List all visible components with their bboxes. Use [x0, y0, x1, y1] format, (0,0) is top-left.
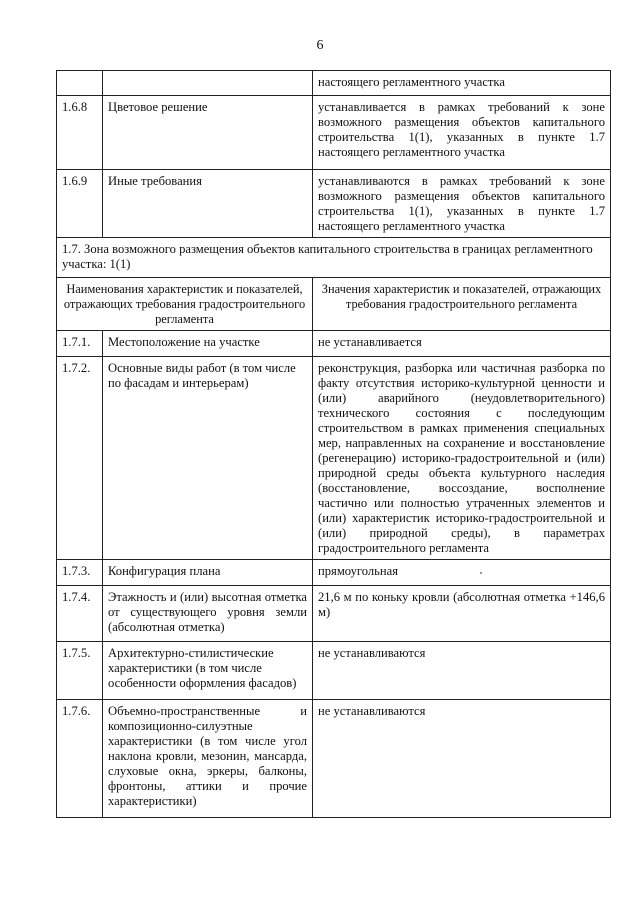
row-value: настоящего регламентного участка: [313, 71, 611, 96]
section-title: 1.7. Зона возможного размещения объектов капитального строительства в границах регламентного участка: 1(1): [57, 238, 611, 278]
row-name: Цветовое решение: [103, 96, 313, 170]
row-number: 1.7.2.: [57, 357, 103, 560]
row-name: Основные виды работ (в том числе по фасадам и интерьерам): [103, 357, 313, 560]
row-value: не устанавливаются: [313, 700, 611, 818]
header-values: Значения характеристик и показателей, отражающих требования градостроительного регламента: [313, 278, 611, 331]
table-row: [57, 700, 611, 818]
header-names: Наименования характеристик и показателей, отражающих требования градостроительного регламента: [57, 278, 313, 331]
row-name: [103, 71, 313, 96]
row-value: 21,6 м по коньку кровли (абсолютная отметка +146,6 м): [313, 586, 611, 642]
row-name: Этажность и (или) высотная отметка от существующего уровня земли (абсолютная отметка): [103, 586, 313, 642]
page-number: 6: [316, 38, 324, 53]
table-row: [57, 331, 611, 357]
header-row: [57, 278, 611, 331]
table-row: [57, 357, 611, 560]
row-name: Конфигурация плана: [103, 560, 313, 586]
table-row: [57, 96, 611, 170]
row-number: [57, 71, 103, 96]
row-name: Иные требования: [103, 170, 313, 238]
row-name: Местоположение на участке: [103, 331, 313, 357]
table-row: [57, 586, 611, 642]
table-row: [57, 170, 611, 238]
row-number: 1.7.4.: [57, 586, 103, 642]
section-row: [57, 238, 611, 278]
row-value: реконструкция, разборка или частичная разборка по факту отсутствия историко-культурной ценности и (или) аварийного (неудовлетворительного) технического состояния с последующим строительством в рамках применения специальных мер, направленных на сохранение и восстановление (регенерацию) историко-градостроительной и (или) природной среды объекта культурного наследия (восстановление, воссоздание, восполнение частично или полностью утраченных элементов и (или) характеристик историко-градостроительной и (или) природной среды), в параметрах градостроительного регламента: [313, 357, 611, 560]
row-value: устанавливаются в рамках требований к зоне возможного размещения объектов капитального строительства 1(1), указанных в пункте 1.7 настоящего регламентного участка: [313, 170, 611, 238]
row-value: устанавливается в рамках требований к зоне возможного размещения объектов капитального строительства 1(1), указанных в пункте 1.7 настоящего регламентного участка: [313, 96, 611, 170]
table-row: [57, 71, 611, 96]
row-number: 1.7.3.: [57, 560, 103, 586]
row-value: прямоугольная: [313, 560, 611, 586]
row-number: 1.6.8: [57, 96, 103, 170]
regulation-table: [56, 70, 611, 818]
row-value: не устанавливается: [313, 331, 611, 357]
row-number: 1.7.5.: [57, 642, 103, 700]
row-name: Объемно-пространственные и композиционно-силуэтные характеристики (в том числе угол наклона кровли, мезонин, мансарда, слуховые окна, эркеры, балконы, фронтоны, аттики и прочие характеристики): [103, 700, 313, 818]
row-name: Архитектурно-стилистические характеристики (в том числе особенности оформления фасадов): [103, 642, 313, 700]
scan-speck: [480, 572, 482, 574]
table-row: [57, 642, 611, 700]
row-number: 1.6.9: [57, 170, 103, 238]
row-number: 1.7.1.: [57, 331, 103, 357]
table-row: [57, 560, 611, 586]
row-value: не устанавливаются: [313, 642, 611, 700]
row-number: 1.7.6.: [57, 700, 103, 818]
